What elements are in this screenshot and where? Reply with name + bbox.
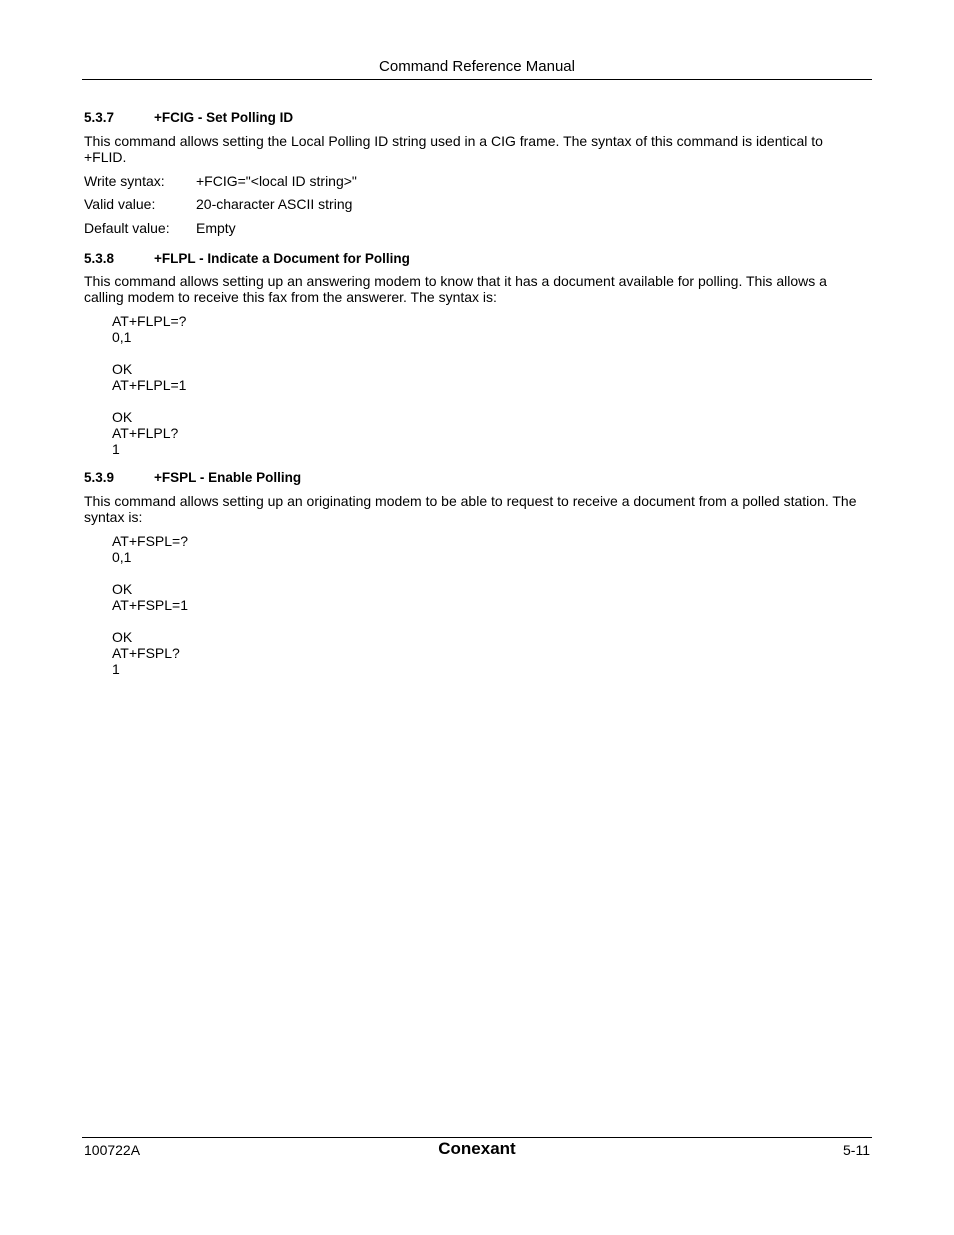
section-paragraph: This command allows setting the Local Polling ID string used in a CIG frame. The syntax of this command is identical to +FLID. bbox=[84, 133, 823, 165]
section-title: +FLPL - Indicate a Document for Polling bbox=[154, 251, 410, 266]
definition-term: Valid value: bbox=[84, 196, 156, 212]
section-number: 5.3.7 bbox=[84, 110, 115, 125]
footer-rule bbox=[82, 1137, 872, 1138]
code-example: AT+FSPL=? 0,1 OK AT+FSPL=1 OK AT+FSPL? 1 bbox=[112, 533, 189, 677]
section-number: 5.3.8 bbox=[84, 251, 115, 266]
header-rule bbox=[82, 79, 872, 80]
section-heading-5-3-7 bbox=[84, 110, 293, 125]
section-heading-5-3-8 bbox=[84, 251, 410, 266]
section-paragraph: This command allows setting up an originating modem to be able to request to receive a document from a polled station. The syntax is: bbox=[84, 493, 857, 525]
section-number: 5.3.9 bbox=[84, 470, 115, 485]
company-name: Conexant bbox=[438, 1139, 516, 1158]
definition-term: Write syntax: bbox=[84, 173, 165, 189]
page-number: 5-11 bbox=[843, 1142, 870, 1158]
definition-value: +FCIG="<local ID string>" bbox=[196, 173, 357, 189]
definition-value: 20-character ASCII string bbox=[196, 196, 353, 212]
section-title: +FSPL - Enable Polling bbox=[154, 470, 302, 485]
document-number: 100722A bbox=[84, 1142, 141, 1158]
definition-value: Empty bbox=[196, 220, 236, 236]
code-example: AT+FLPL=? 0,1 OK AT+FLPL=1 OK AT+FLPL? 1 bbox=[112, 313, 187, 457]
section-paragraph: This command allows setting up an answering modem to know that it has a document available for polling. This allows a calling modem to receive this fax from the answerer. The syntax is: bbox=[84, 273, 827, 305]
running-header: Command Reference Manual bbox=[379, 58, 575, 75]
definition-term: Default value: bbox=[84, 220, 170, 236]
section-heading-5-3-9 bbox=[84, 470, 301, 485]
section-title: +FCIG - Set Polling ID bbox=[154, 110, 294, 125]
